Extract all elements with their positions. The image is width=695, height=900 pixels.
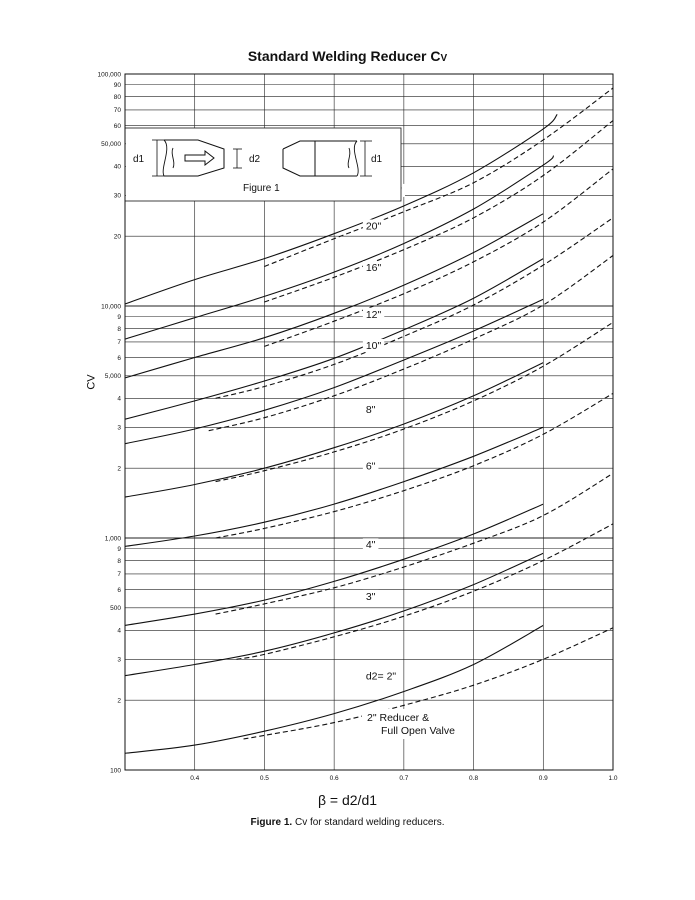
y-tick-label: 1,000 xyxy=(104,535,121,543)
x-tick-label: 0.8 xyxy=(469,775,479,782)
series-label: 3" xyxy=(365,590,376,603)
series-label: 12" xyxy=(365,308,382,321)
reducer-label-line1: 2" Reducer & xyxy=(367,712,430,724)
y-tick-label: 90 xyxy=(113,81,121,89)
x-tick-label: 0.7 xyxy=(399,775,409,782)
series-label: 20" xyxy=(365,220,382,233)
y-tick-label: 70 xyxy=(113,107,121,115)
y-tick-label: 5,000 xyxy=(104,373,121,381)
y-tick-label: 40 xyxy=(113,163,121,171)
chart-title-subscript: V xyxy=(440,53,448,64)
y-tick-label: 2 xyxy=(117,465,121,473)
x-axis-label: β = d2/d1 xyxy=(317,792,378,808)
series-label: 6" xyxy=(365,460,376,473)
y-tick-label: 80 xyxy=(113,93,121,101)
caption-label: Figure 1. xyxy=(250,817,293,828)
series-line-15 xyxy=(216,473,613,614)
d2-label: d2 xyxy=(249,154,261,165)
y-tick-label: 4 xyxy=(117,627,121,635)
series-labels xyxy=(362,184,455,739)
figure-1-label: Figure 1 xyxy=(243,183,280,194)
y-tick-label: 20 xyxy=(113,233,121,241)
y-tick-label: 500 xyxy=(110,605,121,613)
d1-label: d1 xyxy=(133,154,145,165)
reducer-label-line2: Full Open Valve xyxy=(381,725,455,737)
y-tick-label: 100,000 xyxy=(97,71,121,79)
y-tick-label: 2 xyxy=(117,697,121,705)
y-tick-label: 10,000 xyxy=(101,303,121,311)
series-label: 4" xyxy=(365,539,376,552)
series-line-11 xyxy=(216,322,613,481)
y-tick-label: 7 xyxy=(117,571,121,579)
series-line-17 xyxy=(237,524,614,659)
y-tick-label: 30 xyxy=(113,192,121,200)
y-tick-label: 9 xyxy=(117,313,121,321)
y-tick-label: 100 xyxy=(110,767,121,775)
series-label: d2= 2" xyxy=(365,670,397,683)
series-label: 10" xyxy=(365,340,382,353)
x-tick-label: 0.6 xyxy=(329,775,339,782)
series-label: 8" xyxy=(365,404,376,417)
y-tick-label: 50,000 xyxy=(101,141,121,149)
figure-1-inset xyxy=(125,128,401,201)
y-tick-label: 8 xyxy=(117,325,121,333)
caption-text: Cv for standard welding reducers. xyxy=(294,817,445,828)
y-tick-label: 4 xyxy=(117,395,121,403)
y-tick-label: 6 xyxy=(117,354,121,362)
y-axis-label: CV xyxy=(85,374,98,390)
x-tick-label: 1.0 xyxy=(608,775,618,782)
x-tick-label: 0.9 xyxy=(538,775,548,782)
y-tick-label: 3 xyxy=(117,424,121,432)
y-tick-label: 7 xyxy=(117,339,121,347)
x-tick-label: 0.4 xyxy=(190,775,200,782)
y-tick-label: 8 xyxy=(117,557,121,565)
y-tick-label: 3 xyxy=(117,656,121,664)
y-tick-label: 60 xyxy=(113,122,121,130)
figure-caption xyxy=(0,817,695,828)
x-tick-label: 0.5 xyxy=(259,775,269,782)
d1-right-label: d1 xyxy=(371,154,383,165)
chart-title-text: Standard Welding Reducer C xyxy=(247,48,441,64)
y-tick-label: 6 xyxy=(117,586,121,594)
series-label: 16" xyxy=(365,262,382,275)
y-tick-label: 9 xyxy=(117,545,121,553)
